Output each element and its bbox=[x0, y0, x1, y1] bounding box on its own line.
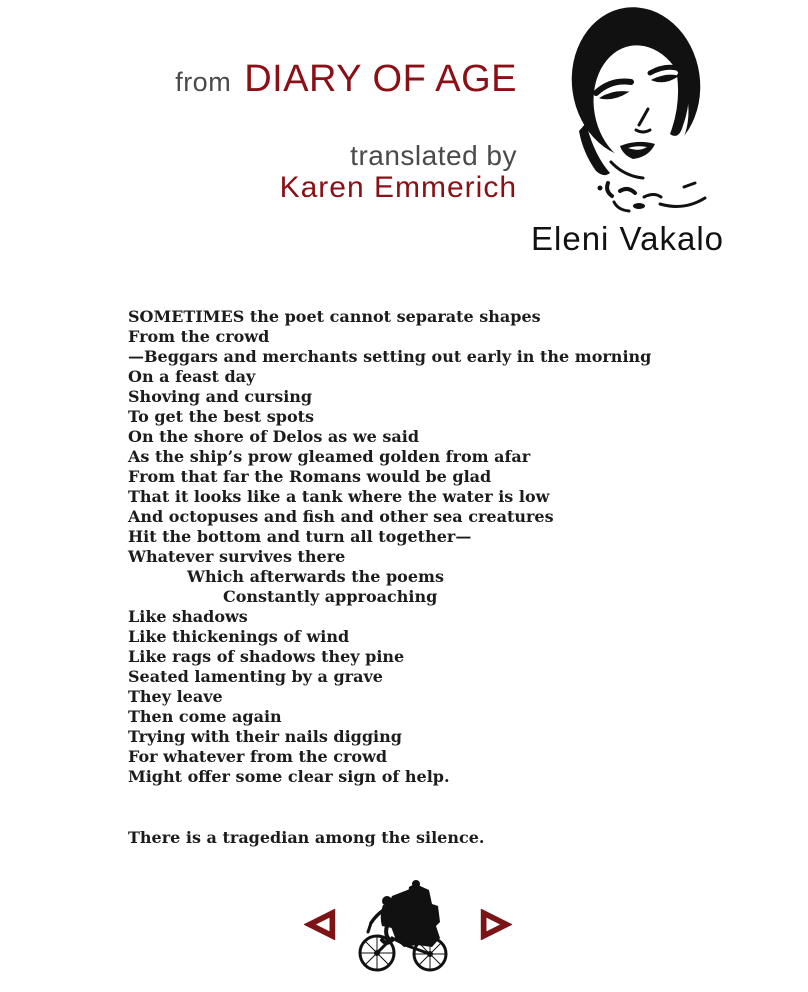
cargo-bicycle-icon bbox=[356, 878, 458, 976]
poem-line: Constantly approaching bbox=[223, 587, 438, 606]
poem-line: —Beggars and merchants setting out early in the morning bbox=[128, 347, 652, 366]
title-prefix: from bbox=[175, 67, 232, 97]
poem-line: As the ship’s prow gleamed golden from afar bbox=[128, 447, 531, 466]
poem-line: Which afterwards the poems bbox=[187, 567, 444, 586]
poem-line: And octopuses and fish and other sea creatures bbox=[128, 507, 554, 526]
poem-line: Then come again bbox=[128, 707, 282, 726]
translated-by-label: translated by bbox=[350, 140, 517, 171]
author-name: Eleni Vakalo bbox=[531, 220, 725, 257]
next-page-button[interactable] bbox=[478, 909, 512, 940]
poem-line: Like thickenings of wind bbox=[128, 627, 350, 646]
woman-portrait-icon bbox=[548, 5, 728, 215]
poem-line: Like rags of shadows they pine bbox=[128, 647, 405, 666]
previous-page-button[interactable] bbox=[304, 909, 338, 940]
title-text: DIARY OF AGE bbox=[244, 58, 517, 100]
poem-closing-line: There is a tragedian among the silence. bbox=[128, 828, 485, 847]
poem-line: From the crowd bbox=[128, 327, 270, 346]
poem-line: Whatever survives there bbox=[128, 547, 346, 566]
poem-line: They leave bbox=[128, 687, 223, 706]
poem-line: For whatever from the crowd bbox=[128, 747, 388, 766]
next-arrow-icon bbox=[478, 909, 512, 940]
poem-line: Seated lamenting by a grave bbox=[128, 667, 383, 686]
translator-name: Karen Emmerich bbox=[279, 171, 517, 204]
poem-line: Shoving and cursing bbox=[128, 387, 313, 406]
poem-line: On a feast day bbox=[128, 367, 256, 386]
poem-line: Might offer some clear sign of help. bbox=[128, 767, 450, 786]
poem-body bbox=[128, 307, 688, 787]
previous-arrow-icon bbox=[304, 909, 338, 940]
poem-line: Hit the bottom and turn all together— bbox=[128, 527, 472, 546]
poem-line: To get the best spots bbox=[128, 407, 315, 426]
page-title bbox=[0, 58, 517, 101]
poem-line: Trying with their nails digging bbox=[128, 727, 402, 746]
poem-line: SOMETIMES the poet cannot separate shapes bbox=[128, 307, 541, 326]
poem-line: That it looks like a tank where the water is low bbox=[128, 487, 550, 506]
poem-line: Like shadows bbox=[128, 607, 248, 626]
poem-line: On the shore of Delos as we said bbox=[128, 427, 420, 446]
poem-line: From that far the Romans would be glad bbox=[128, 467, 492, 486]
